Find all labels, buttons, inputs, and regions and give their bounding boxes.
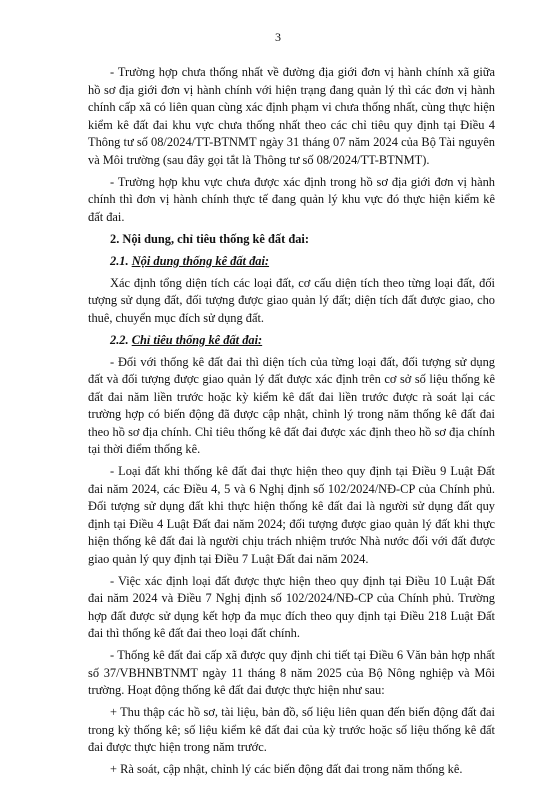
subsection-heading-2-2 bbox=[88, 332, 495, 350]
paragraph-commune-statistics: - Thống kê đất đai cấp xã được quy định chi tiết tại Điều 6 Văn bản hợp nhất số 37/VBHNBTNMT ngày 11 tháng 8 năm 2025 của Bộ Nông nghiệp và Môi trường. Hoạt động thống kê đất đai được thực hiện như sau: bbox=[88, 648, 495, 697]
paragraph-land-type: - Loại đất khi thống kê đất đai thực hiện theo quy định tại Điều 9 Luật Đất đai năm 2024, các Điều 4, 5 và 6 Nghị định số 102/2024/NĐ-CP của Chính phủ. Đối tượng sử dụng đất khi thực hiện thống kê đất đai là người sử dụng đất quy định tại Điều 4 Luật Đất đai năm 2024; đối tượng được giao quản lý đất khi thực hiện thống kê đất đai là người chịu trách nhiệm trước Nhà nước đối với đất được giao quản lý quy định tại Điều 7 Luật Đất đai năm 2024. bbox=[88, 464, 495, 566]
subsection-title: Chỉ tiêu thống kê đất đai: bbox=[131, 332, 263, 347]
paragraph-collect-records: + Thu thập các hồ sơ, tài liệu, bản đồ, số liệu liên quan đến biến động đất đai trong kỳ thống kê; số liệu kiểm kê đất đai của kỳ trước hoặc số liệu thống kê đất đai được thực hiện trong năm trước. bbox=[88, 705, 495, 754]
subsection-number: 2.2. bbox=[110, 332, 129, 347]
document-body bbox=[88, 64, 495, 783]
paragraph-undetermined-area: - Trường hợp khu vực chưa được xác định trong hồ sơ địa giới đơn vị hành chính thì đơn vị hành chính thực tế đang quản lý khu vực đó thực hiện kiểm kê đất đai. bbox=[88, 174, 495, 224]
paragraph-land-type-determination: - Việc xác định loại đất được thực hiện theo quy định tại Điều 10 Luật Đất đai năm 2024 và Điều 7 Nghị định số 102/2024/NĐ-CP của Chính phủ. Trường hợp đất được sử dụng kết hợp đa mục đích theo quy định tại Điều 218 Luật Đất đai thì thống kê đất đai theo loại đất chính. bbox=[88, 573, 495, 640]
section-heading-2: 2. Nội dung, chỉ tiêu thống kê đất đai: bbox=[110, 231, 309, 246]
paragraph-area-statistics: - Đối với thống kê đất đai thì diện tích của từng loại đất, đối tượng sử dụng đất và đối tượng được giao quản lý đất được xác định trên cơ sở số liệu thống kê đất đai năm liền trước hoặc kỳ kiểm kê đất đai liền trước được rà soát lại các trường hợp có biến động đã được cập nhật, chỉnh lý trong năm thống kê đất đai theo hồ sơ địa chính. Chỉ tiêu thống kê đất đai được xác định theo hồ sơ địa chính tại thời điểm thống kê. bbox=[88, 354, 495, 456]
paragraph-content-definition: Xác định tổng diện tích các loại đất, cơ cấu diện tích theo từng loại đất, đối tượng sử dụng đất, đối tượng được giao quản lý đất; diện tích đất được giao, cho thuê, chuyển mục đích sử dụng đất. bbox=[88, 275, 495, 325]
subsection-number: 2.1. bbox=[110, 253, 129, 268]
paragraph-boundary-disagreement: - Trường hợp chưa thống nhất về đường địa giới đơn vị hành chính xã giữa hồ sơ địa giới đơn vị hành chính với hiện trạng đang quản lý thì các đơn vị hành chính cấp xã có liên quan cùng xác định phạm vi chưa thống nhất, cùng thực hiện kiểm kê đất đai khu vực chưa thống nhất theo các chỉ tiêu quy định tại Điều 4 Thông tư số 08/2024/TT-BTNMT ngày 31 tháng 07 năm 2024 của Bộ Tài nguyên và Môi trường (sau đây gọi tắt là Thông tư số 08/2024/TT-BTNMT). bbox=[88, 65, 495, 167]
page-number: 3 bbox=[275, 30, 281, 44]
paragraph-review-update: + Rà soát, cập nhật, chỉnh lý các biến động đất đai trong năm thống kê. bbox=[110, 762, 463, 776]
subsection-heading-2-1 bbox=[88, 253, 495, 271]
subsection-title: Nội dung thống kê đất đai: bbox=[131, 253, 270, 268]
